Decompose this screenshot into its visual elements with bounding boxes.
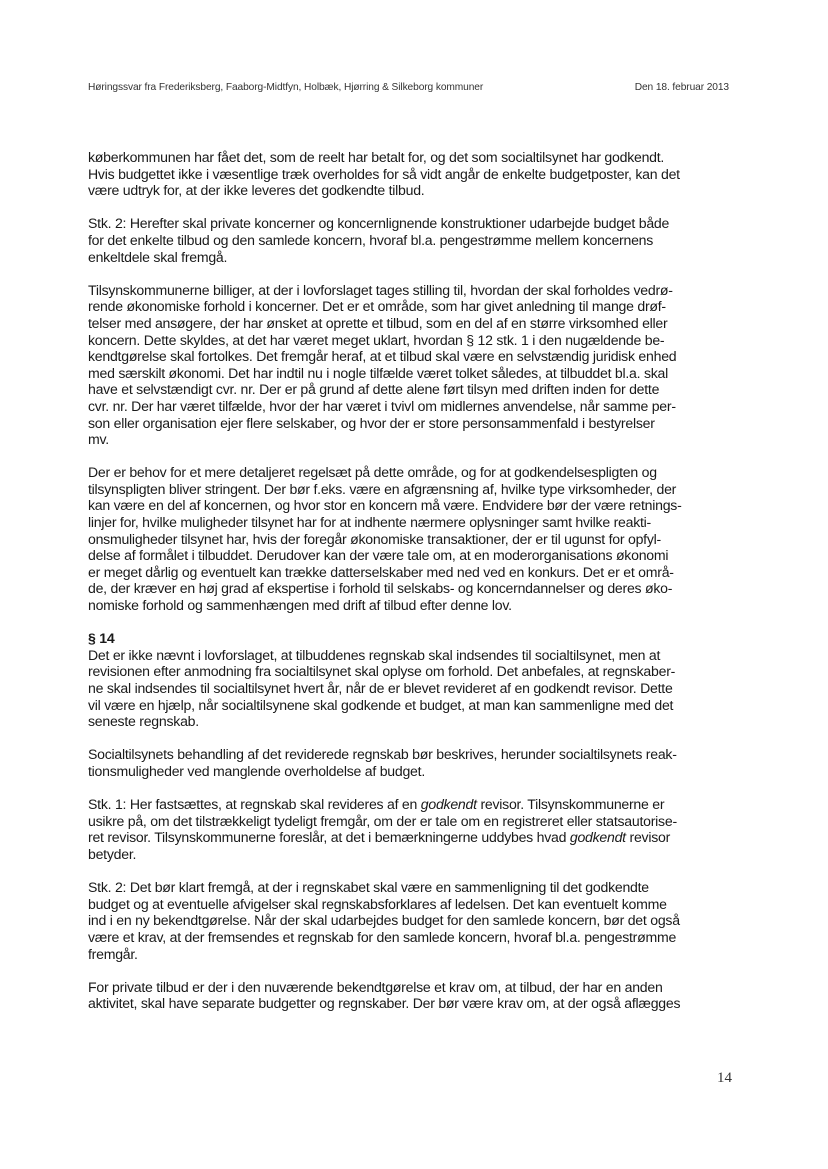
text-line: er meget dårlig og eventuelt kan trække datterselskaber med ned ved en konkurs. Det er et områ-: [88, 563, 674, 580]
text-line: budget og at eventuelle afvigelser skal regnskabsforklares af ledelsen. Det kan eventuelt komme: [88, 895, 667, 912]
text-line: Der er behov for et mere detaljeret regelsæt på dette område, og for at godkendelsespligten og: [88, 464, 657, 481]
text-line: cvr. nr. Der har været tilfælde, hvor der har været i tvivl om midlernes anvendelse, når samme per-: [88, 397, 676, 414]
text-line: aktivitet, skal have separate budgetter og regnskaber. Der bør være krav om, at der også aflægges: [88, 995, 681, 1012]
text-line: onsmuligheder tilsynet har, hvis der foregår økonomiske transaktioner, der er til ugunst for opfyl-: [88, 530, 661, 547]
text-line: rende økonomiske forhold i koncerner. Det er et område, som har givet anledning til mange drøf-: [88, 298, 666, 315]
page-number: 14: [717, 1070, 732, 1086]
document-body: [88, 149, 733, 1028]
paragraph: [88, 464, 733, 613]
paragraph: [88, 149, 733, 199]
text-line: betyder.: [88, 845, 137, 862]
text-line: tionsmuligheder ved manglende overholdelse af budget.: [88, 762, 425, 779]
paragraph: [88, 979, 733, 1012]
text-line: linjer for, hvilke muligheder tilsynet har for at indhente nærmere oplysninger samt hvilke reakti-: [88, 514, 652, 531]
paragraph: [88, 879, 733, 962]
text-line: de, der kræver en høj grad af ekspertise i forhold til selskabs- og koncerndannelser og deres øko-: [88, 580, 673, 597]
text-line: mv.: [88, 431, 109, 448]
text-line: son eller organisation ejer flere selskaber, og hvor der er store personsammenfald i bestyrelser: [88, 414, 655, 431]
paragraph: [88, 630, 733, 730]
text-line: ne skal indsendes til socialtilsynet hvert år, når de er blevet revideret af en godkendt revisor. Dette: [88, 680, 673, 696]
text-line: delse af formålet i tilbuddet. Derudover kan der være tale om, at en moderorganisations økonomi: [88, 547, 669, 564]
text-line: med særskilt økonomi. Det har indtil nu i nogle tilfælde været tolket således, at tilbuddet bl.a. skal: [88, 364, 669, 381]
text-line: tilsynspligten bliver stringent. Der bør f.eks. være en afgrænsning af, hvilke type virksomheder, der: [88, 480, 677, 497]
text-line: usikre på, om det tilstrækkeligt tydeligt fremgår, om der er tale om en registreret eller statsautorise-: [88, 812, 677, 829]
text-line: For private tilbud er der i den nuværende bekendtgørelse et krav om, at tilbud, der har en anden: [88, 978, 663, 995]
text-line: køberkommunen har fået det, som de reelt har betalt for, og det som socialtilsynet har godkendt.: [88, 149, 665, 165]
text-line: Socialtilsynets behandling af det reviderede regnskab bør beskrives, herunder socialtilsynets reak-: [88, 746, 677, 763]
paragraph: [88, 746, 733, 779]
header-title: Høringssvar fra Frederiksberg, Faaborg-Midtfyn, Holbæk, Hjørring & Silkeborg kommuner: [88, 82, 484, 93]
header-date: Den 18. februar 2013: [634, 82, 729, 93]
text-line: fremgår.: [88, 945, 138, 962]
text-line: kan være en del af koncernen, og hvor stor en koncern må være. Endvidere bør der være retnings-: [88, 497, 682, 514]
text-line: telser med ansøgere, der har ønsket at oprette et tilbud, som en del af en større virksomhed eller: [88, 314, 668, 331]
text-line: Hvis budgettet ikke i væsentlige træk overholdes for så vidt angår de enkelte budgetposter, kan det: [88, 165, 680, 182]
text-line: for det enkelte tilbud og den samlede koncern, hvoraf bl.a. pengestrømme mellem koncernens: [88, 231, 654, 248]
text-line: nomiske forhold og sammenhængen med drift af tilbud efter denne lov.: [88, 597, 512, 614]
text-line: Tilsynskommunerne billiger, at der i lovforslaget tages stilling til, hvordan der skal forholdes vedrø-: [88, 281, 673, 298]
text-line: koncern. Dette skyldes, at det har været meget uklart, hvordan § 12 stk. 1 i den nugældende be-: [88, 331, 665, 348]
text-line: seneste regnskab.: [88, 713, 199, 730]
text-line: revisionen efter anmodning fra socialtilsynet skal oplyse om forhold. Det anbefales, at regnskaber-: [88, 663, 676, 680]
text-line: være et krav, at der fremsendes et regnskab for den samlede koncern, hvoraf bl.a. pengestrømme: [88, 928, 677, 945]
text-line: ret revisor. Tilsynskommunerne foreslår, at det i bemærkningerne uddybes hvad godkendt revisor: [88, 829, 671, 846]
paragraph: [88, 215, 733, 265]
text-line: Stk. 2: Det bør klart fremgå, at der i regnskabet skal være en sammenligning til det godkendte: [88, 879, 649, 896]
text-line: have et selvstændigt cvr. nr. Der er på grund af dette alene ført tilsyn med driften inden for dette: [88, 381, 660, 398]
text-line: kendtgørelse skal fortolkes. Det fremgår heraf, at et tilbud skal være en selvstændig juridisk enhed: [88, 348, 677, 365]
text-line: enkeltdele skal fremgå.: [88, 248, 228, 265]
text-line: være udtryk for, at der ikke leveres det godkendte tilbud.: [88, 182, 425, 199]
paragraph: [88, 796, 733, 862]
paragraph: [88, 282, 733, 448]
text-line: Stk. 2: Herefter skal private koncerner og koncernlignende konstruktioner udarbejde budget både: [88, 215, 670, 232]
section-heading: § 14: [88, 630, 115, 647]
text-line: vil være en hjælp, når socialtilsynene skal godkende et budget, at man kan sammenligne med det: [88, 696, 674, 713]
text-line: Det er ikke nævnt i lovforslaget, at tilbuddenes regnskab skal indsendes til socialtilsynet, men at: [88, 646, 661, 663]
text-line: ind i en ny bekendtgørelse. Når der skal udarbejdes budget for den samlede koncern, bør det også: [88, 912, 680, 929]
text-line: Stk. 1: Her fastsættes, at regnskab skal revideres af en godkendt revisor. Tilsynskommunerne er: [88, 796, 665, 813]
